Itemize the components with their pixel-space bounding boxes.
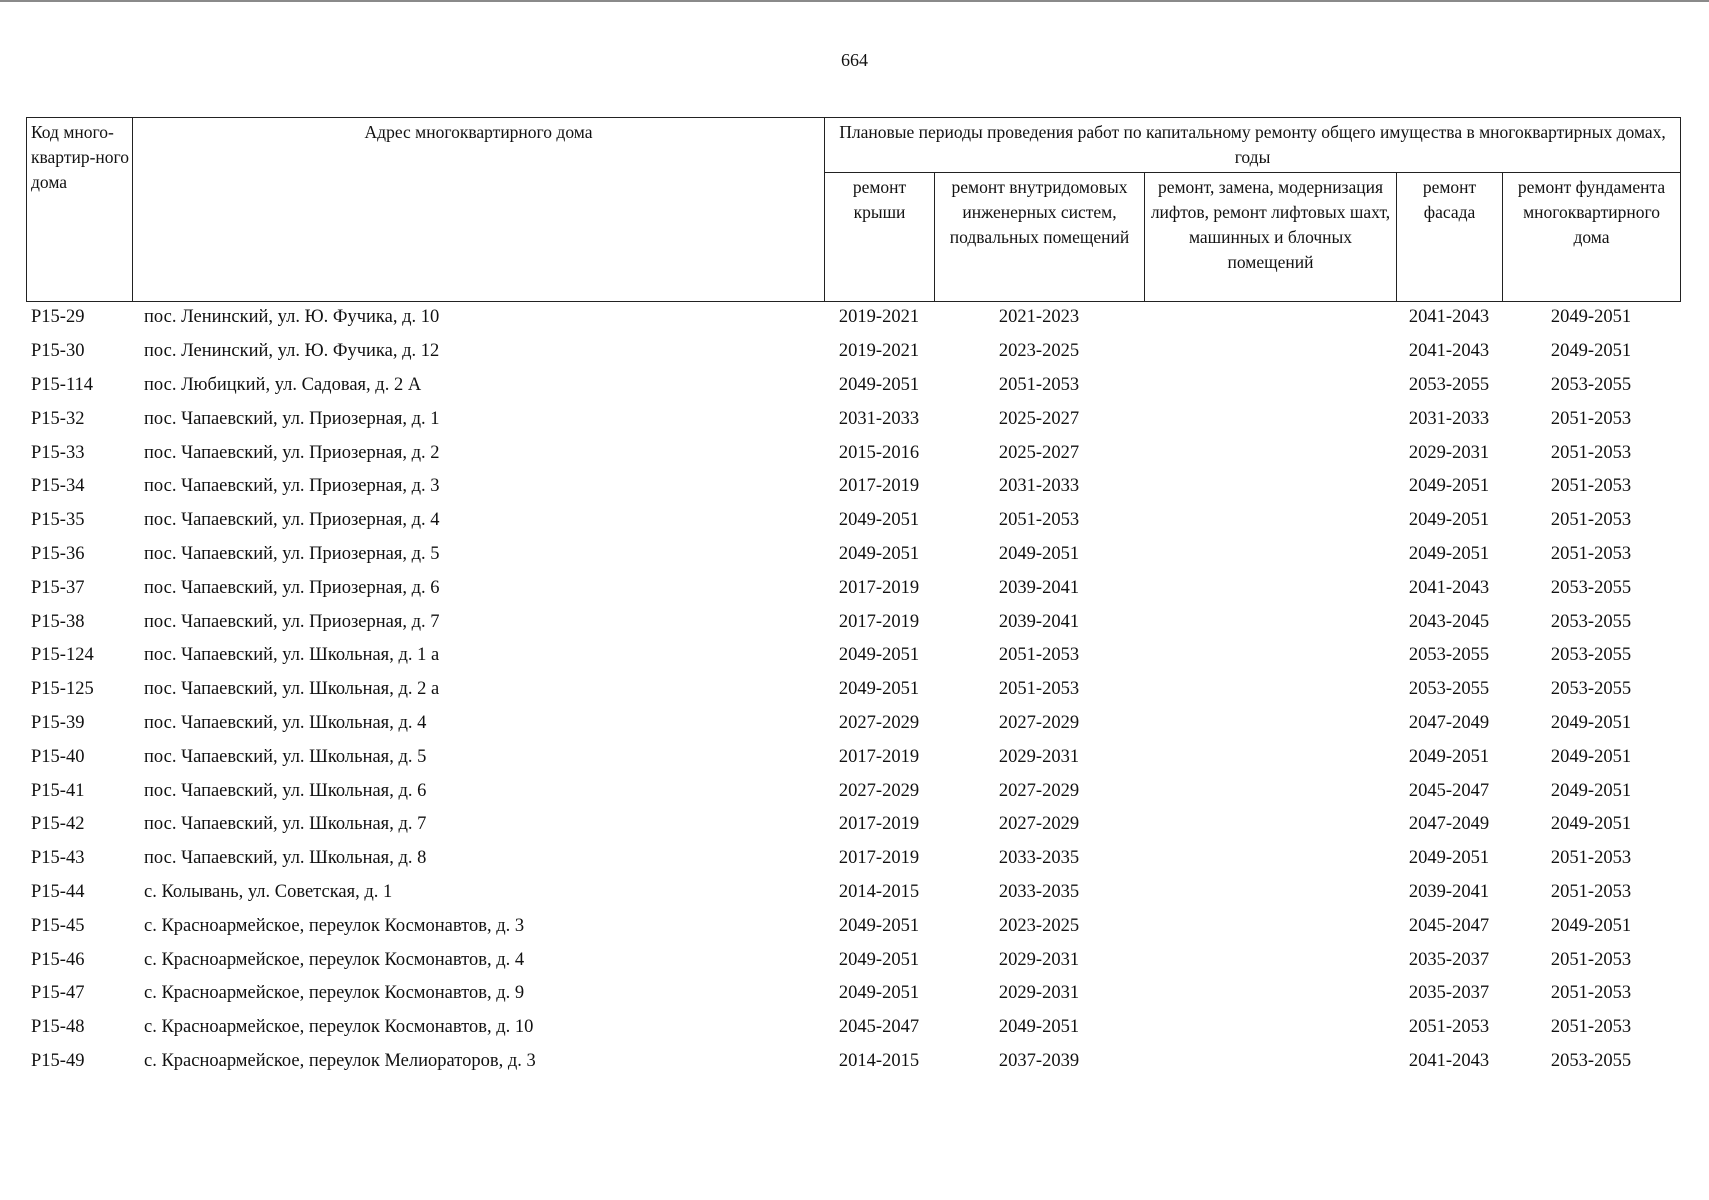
cell-foundation: 2049-2051 xyxy=(1550,915,1632,936)
cell-code: P15-39 xyxy=(31,712,85,733)
cell-foundation: 2053-2055 xyxy=(1550,577,1632,598)
table-row xyxy=(26,707,1680,741)
cell-foundation: 2049-2051 xyxy=(1550,712,1632,733)
cell-elevators xyxy=(1144,436,1396,470)
table-row xyxy=(26,909,1680,943)
cell-address: пос. Чапаевский, ул. Школьная, д. 1 а xyxy=(144,645,440,666)
cell-facade: 2053-2055 xyxy=(1408,374,1490,395)
cell-elevators xyxy=(1144,571,1396,605)
cell-roof: 2027-2029 xyxy=(838,712,920,733)
cell-code: P15-36 xyxy=(31,543,85,564)
table-row xyxy=(26,977,1680,1011)
cell-code: P15-48 xyxy=(31,1017,85,1038)
cell-code: P15-40 xyxy=(31,746,85,767)
table-row xyxy=(26,504,1680,538)
cell-address: пос. Чапаевский, ул. Приозерная, д. 3 xyxy=(144,476,440,497)
cell-address: пос. Ленинский, ул. Ю. Фучика, д. 10 xyxy=(144,307,440,328)
cell-code: P15-38 xyxy=(31,611,85,632)
cell-facade: 2045-2047 xyxy=(1408,915,1490,936)
cell-elevators xyxy=(1144,842,1396,876)
cell-roof: 2049-2051 xyxy=(838,983,920,1004)
cell-systems: 2029-2031 xyxy=(998,949,1080,970)
table-row xyxy=(26,943,1680,977)
table-row xyxy=(26,1045,1680,1079)
cell-elevators xyxy=(1144,707,1396,741)
cell-systems: 2027-2029 xyxy=(998,712,1080,733)
cell-address: с. Красноармейское, переулок Космонавтов, д. 3 xyxy=(144,915,525,936)
cell-roof: 2049-2051 xyxy=(838,645,920,666)
cell-elevators xyxy=(1144,335,1396,369)
cell-systems: 2051-2053 xyxy=(998,510,1080,531)
cell-systems: 2023-2025 xyxy=(998,341,1080,362)
table-row xyxy=(26,301,1680,335)
cell-roof: 2017-2019 xyxy=(838,746,920,767)
cell-systems: 2037-2039 xyxy=(998,1050,1080,1071)
cell-elevators xyxy=(1144,538,1396,572)
cell-foundation: 2051-2053 xyxy=(1550,476,1632,497)
cell-elevators xyxy=(1144,740,1396,774)
cell-systems: 2025-2027 xyxy=(998,408,1080,429)
cell-facade: 2049-2051 xyxy=(1408,476,1490,497)
cell-facade: 2041-2043 xyxy=(1408,307,1490,328)
cell-address: с. Красноармейское, переулок Космонавтов, д. 4 xyxy=(144,949,525,970)
cell-code: P15-37 xyxy=(31,577,85,598)
cell-code: P15-32 xyxy=(31,408,85,429)
cell-elevators xyxy=(1144,876,1396,910)
cell-code: P15-44 xyxy=(31,881,85,902)
table-row xyxy=(26,639,1680,673)
cell-facade: 2049-2051 xyxy=(1408,510,1490,531)
cell-roof: 2014-2015 xyxy=(838,1050,920,1071)
cell-systems: 2027-2029 xyxy=(998,814,1080,835)
cell-address: с. Красноармейское, переулок Космонавтов, д. 9 xyxy=(144,983,525,1004)
cell-address: пос. Чапаевский, ул. Школьная, д. 5 xyxy=(144,746,427,767)
cell-code: P15-49 xyxy=(31,1050,85,1071)
cell-foundation: 2051-2053 xyxy=(1550,442,1632,463)
cell-address: пос. Любицкий, ул. Садовая, д. 2 А xyxy=(144,374,422,395)
header-facade: ремонт фасада xyxy=(1397,173,1503,302)
table-row xyxy=(26,876,1680,910)
cell-foundation: 2053-2055 xyxy=(1550,611,1632,632)
cell-systems: 2051-2053 xyxy=(998,645,1080,666)
cell-facade: 2035-2037 xyxy=(1408,983,1490,1004)
cell-foundation: 2051-2053 xyxy=(1550,543,1632,564)
table-row xyxy=(26,402,1680,436)
cell-elevators xyxy=(1144,774,1396,808)
header-planned-periods: Плановые периоды проведения работ по капитальному ремонту общего имущества в многоквартирных домах, годы xyxy=(825,118,1681,173)
cell-elevators xyxy=(1144,808,1396,842)
table-body xyxy=(26,301,1680,1078)
cell-systems: 2027-2029 xyxy=(998,780,1080,801)
cell-facade: 2049-2051 xyxy=(1408,746,1490,767)
cell-systems: 2023-2025 xyxy=(998,915,1080,936)
table-row xyxy=(26,369,1680,403)
table-row xyxy=(26,605,1680,639)
cell-systems: 2025-2027 xyxy=(998,442,1080,463)
cell-systems: 2039-2041 xyxy=(998,611,1080,632)
cell-roof: 2049-2051 xyxy=(838,374,920,395)
cell-facade: 2049-2051 xyxy=(1408,543,1490,564)
cell-elevators xyxy=(1144,673,1396,707)
cell-roof: 2014-2015 xyxy=(838,881,920,902)
page-number: 664 xyxy=(841,50,868,70)
cell-roof: 2017-2019 xyxy=(838,476,920,497)
cell-code: P15-124 xyxy=(31,645,94,666)
cell-foundation: 2049-2051 xyxy=(1550,814,1632,835)
cell-facade: 2051-2053 xyxy=(1408,1017,1490,1038)
cell-foundation: 2051-2053 xyxy=(1550,510,1632,531)
cell-address: с. Колывань, ул. Советская, д. 1 xyxy=(144,881,393,902)
cell-code: P15-34 xyxy=(31,476,85,497)
scan-edge-line xyxy=(0,0,1709,2)
cell-roof: 2017-2019 xyxy=(838,611,920,632)
cell-elevators xyxy=(1144,605,1396,639)
cell-systems: 2029-2031 xyxy=(998,983,1080,1004)
header-elevators: ремонт, замена, модернизация лифтов, ремонт лифтовых шахт, машинных и блочных помещений xyxy=(1145,173,1397,302)
cell-facade: 2047-2049 xyxy=(1408,814,1490,835)
cell-address: пос. Чапаевский, ул. Школьная, д. 2 а xyxy=(144,679,440,700)
cell-elevators xyxy=(1144,909,1396,943)
cell-address: с. Красноармейское, переулок Космонавтов, д. 10 xyxy=(144,1017,534,1038)
header-code: Код много-квартир-ного дома xyxy=(27,118,133,302)
cell-foundation: 2051-2053 xyxy=(1550,1017,1632,1038)
cell-address: пос. Чапаевский, ул. Приозерная, д. 1 xyxy=(144,408,440,429)
cell-foundation: 2051-2053 xyxy=(1550,983,1632,1004)
cell-roof: 2017-2019 xyxy=(838,814,920,835)
cell-facade: 2045-2047 xyxy=(1408,780,1490,801)
cell-code: P15-47 xyxy=(31,983,85,1004)
cell-address: пос. Чапаевский, ул. Приозерная, д. 5 xyxy=(144,543,440,564)
cell-code: P15-125 xyxy=(31,679,94,700)
cell-roof: 2049-2051 xyxy=(838,915,920,936)
table-row xyxy=(26,673,1680,707)
cell-systems: 2021-2023 xyxy=(998,307,1080,328)
header-roof: ремонт крыши xyxy=(825,173,935,302)
cell-code: P15-41 xyxy=(31,780,85,801)
cell-roof: 2045-2047 xyxy=(838,1017,920,1038)
cell-elevators xyxy=(1144,977,1396,1011)
cell-systems: 2051-2053 xyxy=(998,374,1080,395)
cell-roof: 2019-2021 xyxy=(838,307,920,328)
cell-roof: 2027-2029 xyxy=(838,780,920,801)
cell-code: P15-46 xyxy=(31,949,85,970)
cell-address: пос. Чапаевский, ул. Приозерная, д. 7 xyxy=(144,611,440,632)
cell-systems: 2031-2033 xyxy=(998,476,1080,497)
cell-address: пос. Чапаевский, ул. Приозерная, д. 4 xyxy=(144,510,440,531)
cell-facade: 2041-2043 xyxy=(1408,341,1490,362)
cell-roof: 2049-2051 xyxy=(838,543,920,564)
table-rows xyxy=(26,301,1680,1078)
cell-facade: 2047-2049 xyxy=(1408,712,1490,733)
cell-foundation: 2049-2051 xyxy=(1550,780,1632,801)
cell-foundation: 2049-2051 xyxy=(1550,746,1632,767)
table-row xyxy=(26,1011,1680,1045)
table-row xyxy=(26,470,1680,504)
cell-address: пос. Чапаевский, ул. Школьная, д. 6 xyxy=(144,780,427,801)
cell-roof: 2017-2019 xyxy=(838,577,920,598)
cell-facade: 2049-2051 xyxy=(1408,848,1490,869)
cell-facade: 2035-2037 xyxy=(1408,949,1490,970)
cell-foundation: 2049-2051 xyxy=(1550,307,1632,328)
cell-code: P15-45 xyxy=(31,915,85,936)
cell-roof: 2015-2016 xyxy=(838,442,920,463)
cell-facade: 2043-2045 xyxy=(1408,611,1490,632)
table-row xyxy=(26,808,1680,842)
cell-foundation: 2051-2053 xyxy=(1550,848,1632,869)
table-row xyxy=(26,740,1680,774)
cell-elevators xyxy=(1144,943,1396,977)
cell-elevators xyxy=(1144,470,1396,504)
cell-systems: 2033-2035 xyxy=(998,881,1080,902)
cell-elevators xyxy=(1144,301,1396,335)
cell-foundation: 2053-2055 xyxy=(1550,1050,1632,1071)
cell-code: P15-33 xyxy=(31,442,85,463)
cell-elevators xyxy=(1144,369,1396,403)
cell-facade: 2031-2033 xyxy=(1408,408,1490,429)
cell-code: P15-42 xyxy=(31,814,85,835)
cell-elevators xyxy=(1144,402,1396,436)
cell-systems: 2039-2041 xyxy=(998,577,1080,598)
cell-systems: 2049-2051 xyxy=(998,543,1080,564)
cell-address: пос. Чапаевский, ул. Приозерная, д. 2 xyxy=(144,442,440,463)
header-address: Адрес многоквартирного дома xyxy=(133,118,825,302)
cell-code: P15-35 xyxy=(31,510,85,531)
cell-systems: 2051-2053 xyxy=(998,679,1080,700)
cell-facade: 2041-2043 xyxy=(1408,1050,1490,1071)
cell-address: пос. Чапаевский, ул. Школьная, д. 8 xyxy=(144,848,427,869)
cell-address: пос. Чапаевский, ул. Приозерная, д. 6 xyxy=(144,577,440,598)
header-foundation: ремонт фундамента многоквартирного дома xyxy=(1503,173,1681,302)
cell-elevators xyxy=(1144,1011,1396,1045)
cell-foundation: 2053-2055 xyxy=(1550,374,1632,395)
cell-code: P15-114 xyxy=(31,374,94,395)
cell-address: пос. Чапаевский, ул. Школьная, д. 7 xyxy=(144,814,427,835)
cell-code: P15-30 xyxy=(31,341,85,362)
table-row xyxy=(26,842,1680,876)
cell-systems: 2033-2035 xyxy=(998,848,1080,869)
cell-foundation: 2049-2051 xyxy=(1550,341,1632,362)
cell-facade: 2053-2055 xyxy=(1408,679,1490,700)
cell-foundation: 2051-2053 xyxy=(1550,881,1632,902)
cell-code: P15-29 xyxy=(31,307,85,328)
table-row xyxy=(26,774,1680,808)
cell-elevators xyxy=(1144,1045,1396,1079)
cell-foundation: 2053-2055 xyxy=(1550,645,1632,666)
cell-address: пос. Ленинский, ул. Ю. Фучика, д. 12 xyxy=(144,341,440,362)
header-systems: ремонт внутридомовых инженерных систем, подвальных помещений xyxy=(935,173,1145,302)
cell-address: пос. Чапаевский, ул. Школьная, д. 4 xyxy=(144,712,427,733)
cell-roof: 2017-2019 xyxy=(838,848,920,869)
cell-facade: 2053-2055 xyxy=(1408,645,1490,666)
cell-roof: 2049-2051 xyxy=(838,679,920,700)
cell-code: P15-43 xyxy=(31,848,85,869)
table-row xyxy=(26,335,1680,369)
cell-systems: 2029-2031 xyxy=(998,746,1080,767)
cell-roof: 2049-2051 xyxy=(838,510,920,531)
table-row xyxy=(26,538,1680,572)
cell-facade: 2029-2031 xyxy=(1408,442,1490,463)
cell-foundation: 2053-2055 xyxy=(1550,679,1632,700)
cell-address: с. Красноармейское, переулок Мелиораторов, д. 3 xyxy=(144,1050,536,1071)
cell-facade: 2041-2043 xyxy=(1408,577,1490,598)
table-header xyxy=(26,117,1681,302)
table-row xyxy=(26,571,1680,605)
cell-roof: 2031-2033 xyxy=(838,408,920,429)
cell-systems: 2049-2051 xyxy=(998,1017,1080,1038)
cell-roof: 2049-2051 xyxy=(838,949,920,970)
cell-foundation: 2051-2053 xyxy=(1550,949,1632,970)
cell-elevators xyxy=(1144,639,1396,673)
cell-elevators xyxy=(1144,504,1396,538)
cell-roof: 2019-2021 xyxy=(838,341,920,362)
cell-foundation: 2051-2053 xyxy=(1550,408,1632,429)
cell-facade: 2039-2041 xyxy=(1408,881,1490,902)
table-row xyxy=(26,436,1680,470)
